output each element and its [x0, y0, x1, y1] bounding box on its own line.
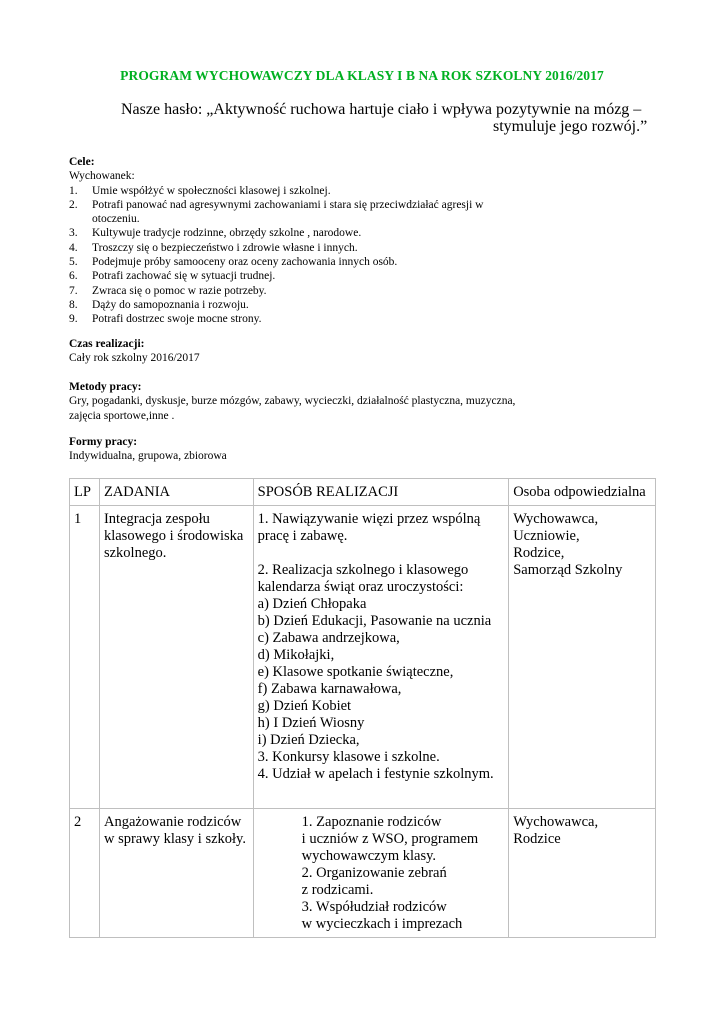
methods-heading: Metody pracy:: [69, 381, 142, 393]
goal-number: 2.: [69, 198, 78, 211]
goal-number: 8.: [69, 298, 78, 311]
header-method: SPOSÓB REALIZACJI: [253, 479, 509, 506]
goal-number: 9.: [69, 313, 78, 326]
method-list-item: d) Mikołajki,: [257, 647, 335, 663]
person-list: [513, 814, 651, 848]
method-paragraph-2: 2. Realizacja szkolnego i klasowego kalendarza świąt oraz uroczystości:: [257, 562, 469, 595]
person-item: Rodzice: [513, 831, 561, 847]
person-item: Samorząd Szkolny: [513, 562, 623, 578]
method-list-item: e) Klasowe spotkanie świąteczne,: [257, 664, 454, 680]
table-row: [70, 506, 656, 809]
header-person: Osoba odpowiedzialna: [509, 479, 656, 506]
goal-item: [69, 241, 509, 255]
method-list-item: 4. Udział w apelach i festynie szkolnym.: [257, 766, 494, 782]
person-item: Uczniowie,: [513, 528, 580, 544]
forms-section: [69, 435, 609, 464]
motto-line-2: stymuluje jego rozwój.”: [493, 118, 648, 135]
goal-item: [69, 198, 509, 227]
row-task: Integracja zespołu klasowego i środowiska szkolnego.: [99, 506, 253, 809]
goal-number: 3.: [69, 227, 78, 240]
goal-number: 6.: [69, 270, 78, 283]
plan-table: [69, 478, 656, 938]
method-list-item: i uczniów z WSO, programem: [301, 831, 479, 847]
time-heading: Czas realizacji:: [69, 338, 145, 350]
goal-text: Kultywuje tradycje rodzinne, obrzędy szkolne , narodowe.: [92, 227, 362, 240]
goals-heading: Cele:: [69, 156, 95, 168]
method-list-item: 3. Współudział rodziców: [301, 899, 447, 915]
goal-item: [69, 312, 509, 326]
forms-heading: Formy pracy:: [69, 436, 138, 448]
method-list-item: 3. Konkursy klasowe i szkolne.: [257, 749, 440, 765]
goal-number: 7.: [69, 284, 78, 297]
goal-text: Potrafi zachować się w sytuacji trudnej.: [92, 270, 276, 283]
method-list-item: h) I Dzień Wiosny: [257, 715, 365, 731]
goal-text: Zwraca się o pomoc w razie potrzeby.: [92, 284, 267, 297]
method-list-item: g) Dzień Kobiet: [257, 698, 352, 714]
methods-section: [69, 380, 549, 423]
row-person: [509, 506, 656, 809]
header-lp: LP: [70, 479, 100, 506]
row-method: [253, 809, 509, 938]
goal-item: [69, 184, 509, 198]
motto-line-1: Nasze hasło: „Aktywność ruchowa hartuje ciało i wpływa pozytywnie na mózg –: [121, 101, 642, 118]
person-item: Rodzice,: [513, 545, 565, 561]
forms-text: Indywidualna, grupowa, zbiorowa: [69, 450, 227, 463]
table-row: [70, 809, 656, 938]
goal-number: 4.: [69, 241, 78, 254]
goal-text: Troszczy się o bezpieczeństwo i zdrowie własne i innych.: [92, 241, 358, 254]
row-task: Angażowanie rodziców w sprawy klasy i szkoły.: [99, 809, 253, 938]
goals-list: [69, 184, 509, 327]
row-person: [509, 809, 656, 938]
goal-item: [69, 226, 509, 240]
goal-text: Dąży do samopoznania i rozwoju.: [92, 298, 249, 311]
goal-text: Potrafi panować nad agresywnymi zachowaniami i stara się przeciwdziałać agresji w otoczeniu.: [92, 198, 484, 226]
row-lp: 2: [70, 809, 100, 938]
goal-item: [69, 255, 509, 269]
goals-subject: Wychowanek:: [69, 170, 135, 183]
goal-item: [69, 298, 509, 312]
goal-number: 5.: [69, 256, 78, 269]
goal-item: [69, 284, 509, 298]
header-task: ZADANIA: [99, 479, 253, 506]
time-section: [69, 337, 609, 366]
method-list-item: i) Dzień Dziecka,: [257, 732, 360, 748]
goal-item: [69, 269, 509, 283]
method-paragraph-1: 1. Nawiązywanie więzi przez wspólną pracę i zabawę.: [257, 511, 481, 544]
method-list-item: 2. Organizowanie zebrań: [301, 865, 447, 881]
method-list-item: a) Dzień Chłopaka: [257, 596, 367, 612]
goal-text: Podejmuje próby samooceny oraz oceny zachowania innych osób.: [92, 256, 398, 269]
row-method: [253, 506, 509, 809]
goal-text: Umie współżyć w społeczności klasowej i szkolnej.: [92, 184, 331, 197]
person-item: Wychowawca,: [513, 814, 599, 830]
goals-section: [69, 155, 509, 327]
method-list-item: c) Zabawa andrzejkowa,: [257, 630, 400, 646]
document-title: PROGRAM WYCHOWAWCZY DLA KLASY I B NA ROK SZKOLNY 2016/2017: [120, 68, 604, 83]
methods-text: Gry, pogadanki, dyskusje, burze mózgów, zabawy, wycieczki, działalność plastyczna, muzyczna, zajęcia sportowe,inne .: [69, 395, 516, 422]
method-list-item: z rodzicami.: [301, 882, 374, 898]
method-list-item: b) Dzień Edukacji, Pasowanie na ucznia: [257, 613, 492, 629]
method-list: [258, 814, 505, 933]
row-lp: 1: [70, 506, 100, 809]
method-list-item: f) Zabawa karnawałowa,: [257, 681, 402, 697]
method-list-item: w wycieczkach i imprezach: [301, 916, 463, 932]
person-item: Wychowawca,: [513, 511, 599, 527]
method-list: [258, 596, 505, 783]
person-list: [513, 511, 651, 579]
time-text: Cały rok szkolny 2016/2017: [69, 352, 200, 365]
goal-number: 1.: [69, 184, 78, 197]
method-list-item: 1. Zapoznanie rodziców: [301, 814, 442, 830]
goal-text: Potrafi dostrzec swoje mocne strony.: [92, 313, 262, 326]
method-list-item: wychowawczym klasy.: [301, 848, 437, 864]
table-header-row: [70, 479, 656, 506]
